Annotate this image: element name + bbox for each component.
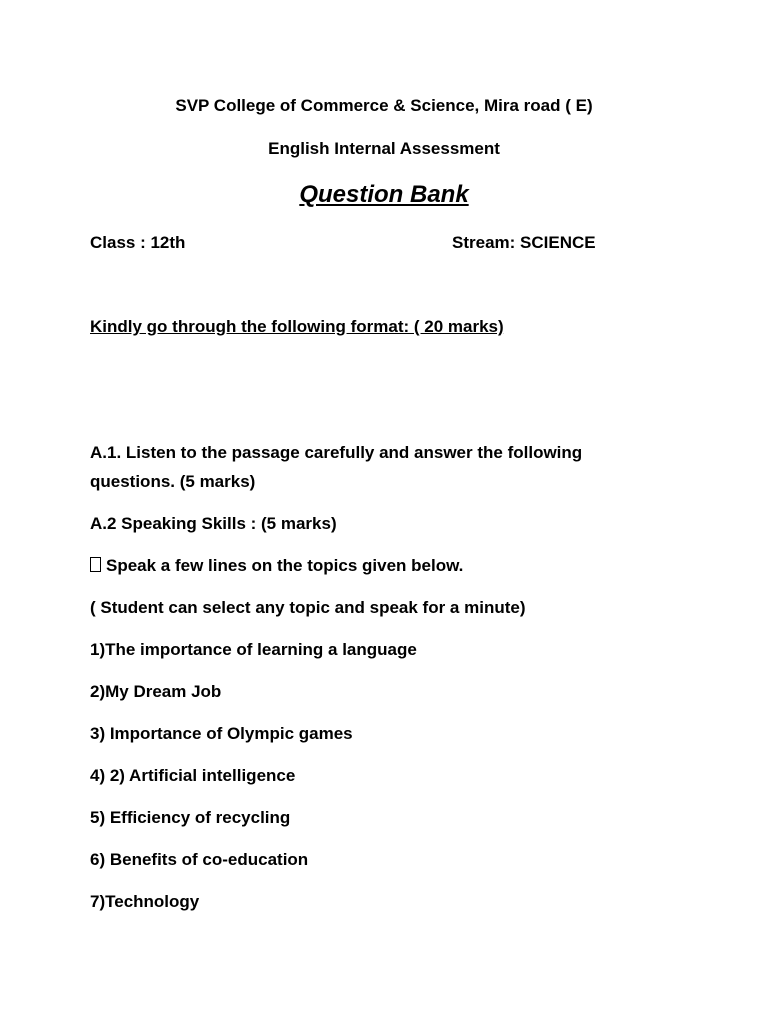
topic-item: 2)My Dream Job	[90, 682, 222, 701]
class-label: Class : 12th	[90, 233, 186, 252]
topic-item: 5) Efficiency of recycling	[90, 808, 291, 827]
topic-item: 4) 2) Artificial intelligence	[90, 766, 296, 785]
question-a2: A.2 Speaking Skills : (5 marks)	[90, 514, 337, 533]
question-a1: A.1. Listen to the passage carefully and answer the following questions. (5 marks)	[90, 443, 583, 491]
topic-item: 7)Technology	[90, 892, 200, 911]
speaking-prompt-text: Speak a few lines on the topics given below.	[106, 556, 464, 575]
topic-item: 6) Benefits of co-education	[90, 850, 309, 869]
topic-item: 1)The importance of learning a language	[90, 640, 417, 659]
format-instruction: Kindly go through the following format: ( 20 marks)	[90, 317, 504, 336]
speaking-note: ( Student can select any topic and speak for a minute)	[90, 598, 526, 617]
stream-label: Stream: SCIENCE	[452, 233, 596, 252]
speaking-prompt	[90, 556, 463, 576]
assessment-title: English Internal Assessment	[268, 139, 500, 158]
page-title: Question Bank	[299, 181, 469, 208]
topic-item: 3) Importance of Olympic games	[90, 724, 353, 743]
bullet-icon	[90, 557, 101, 572]
college-name: SVP College of Commerce & Science, Mira road ( E)	[175, 96, 593, 115]
